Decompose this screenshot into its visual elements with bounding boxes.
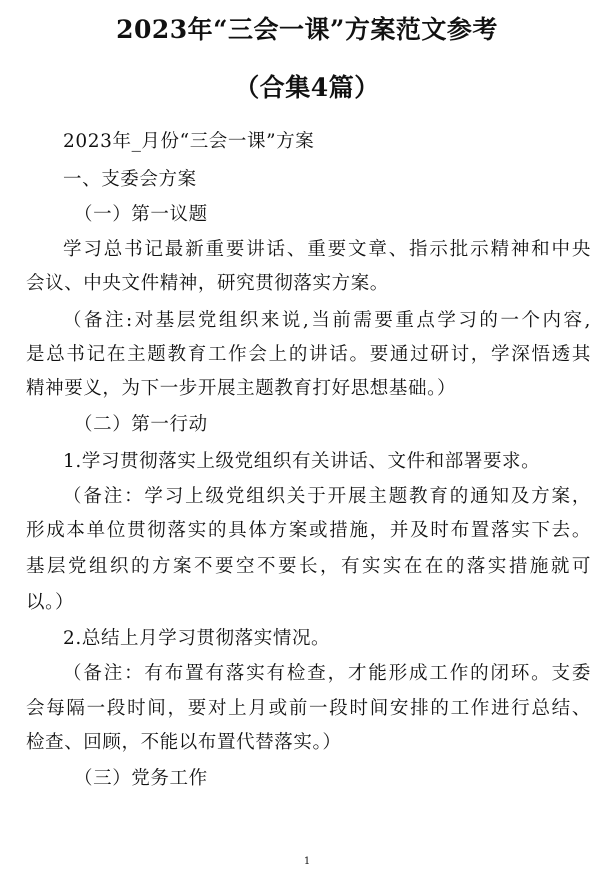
section-heading: 一、支委会方案 (63, 169, 197, 190)
text-line: 1.学习贯彻落实上级党组织有关讲话、文件和部署要求。 (63, 451, 541, 472)
text-line: 会每隔一段时间，要对上月或前一段时间安排的工作进行总结、 (26, 698, 591, 719)
text-line: 精神要义，为下一步开展主题教育打好思想基础。） (26, 378, 457, 399)
text-line: 是总书记在主题教育工作会上的讲话。要通过研讨，学深悟透其 (26, 344, 591, 365)
text-line: （备注:对基层党组织来说,当前需要重点学习的一个内容, (63, 310, 591, 331)
text-line: 2.总结上月学习贯彻落实情况。 (63, 628, 331, 649)
text-line: 形成本单位贯彻落实的具体方案或措施，并及时布置落实下去。 (26, 520, 591, 541)
text-line: 学习总书记最新重要讲话、重要文章、指示批示精神和中央 (63, 239, 591, 260)
subsection-heading: （三）党务工作 (74, 768, 208, 789)
subsection-heading: （一）第一议题 (74, 204, 208, 225)
text-line: 以。） (26, 592, 75, 613)
page-number: 1 (303, 856, 311, 867)
document-title: 2023年“三会一课”方案范文参考 (116, 15, 498, 44)
document-subtitle: （合集4篇） (234, 73, 380, 102)
text-line: 检查、回顾，不能以布置代替落实。） (26, 732, 342, 753)
text-line: （备注：有布置有落实有检查，才能形成工作的闭环。支委 (63, 663, 591, 684)
text-line: （备注：学习上级党组织关于开展主题教育的通知及方案， (63, 486, 591, 507)
subsection-heading: （二）第一行动 (74, 414, 208, 435)
text-line: 2023年_月份“三会一课”方案 (63, 131, 315, 152)
text-line: 基层党组织的方案不要空不要长，有实实在在的落实措施就可 (26, 556, 591, 577)
text-line: 会议、中央文件精神，研究贯彻落实方案。 (26, 273, 389, 294)
